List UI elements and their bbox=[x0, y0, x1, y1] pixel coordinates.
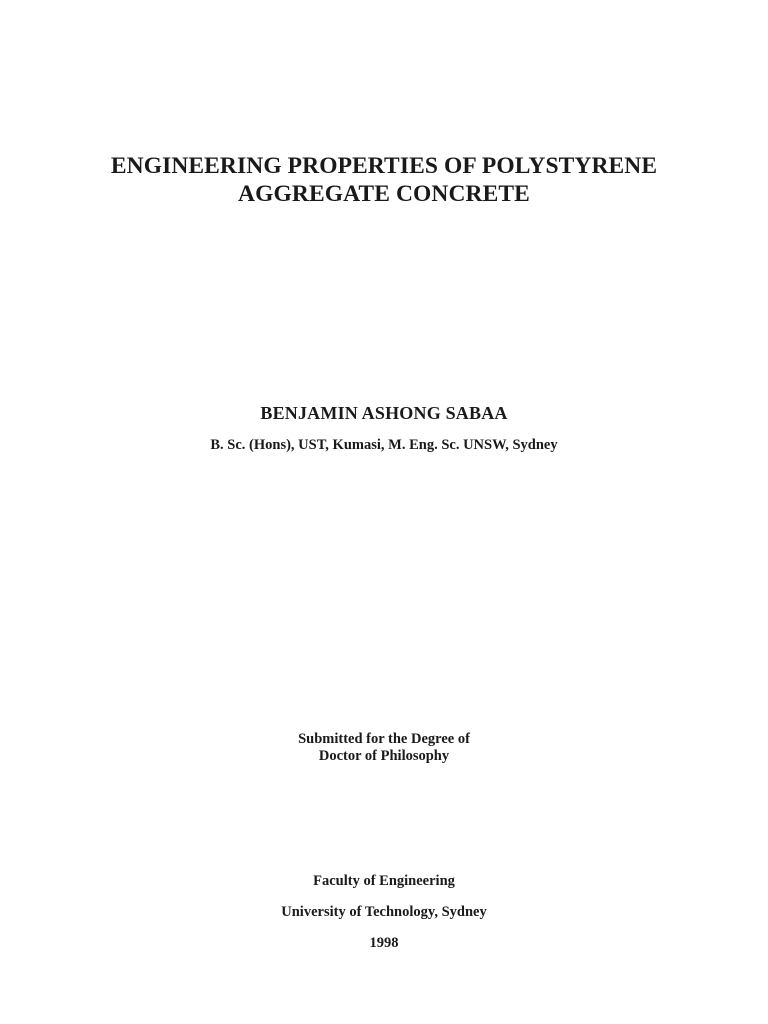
faculty-name: Faculty of Engineering bbox=[313, 873, 455, 889]
degree-statement-line-2: Doctor of Philosophy bbox=[318, 748, 450, 764]
degree-statement-line-1: Submitted for the Degree of bbox=[298, 731, 470, 747]
author-name: BENJAMIN ASHONG SABAA bbox=[260, 403, 508, 423]
submission-year: 1998 bbox=[369, 935, 399, 951]
thesis-title bbox=[0, 152, 768, 208]
thesis-title-line-1: ENGINEERING PROPERTIES OF POLYSTYRENE bbox=[110, 153, 658, 179]
university-name: University of Technology, Sydney bbox=[281, 904, 487, 920]
thesis-title-line-2: AGGREGATE CONCRETE bbox=[238, 181, 530, 207]
author-credentials: B. Sc. (Hons), UST, Kumasi, M. Eng. Sc. UNSW, Sydney bbox=[210, 437, 558, 453]
degree-statement bbox=[0, 731, 768, 765]
